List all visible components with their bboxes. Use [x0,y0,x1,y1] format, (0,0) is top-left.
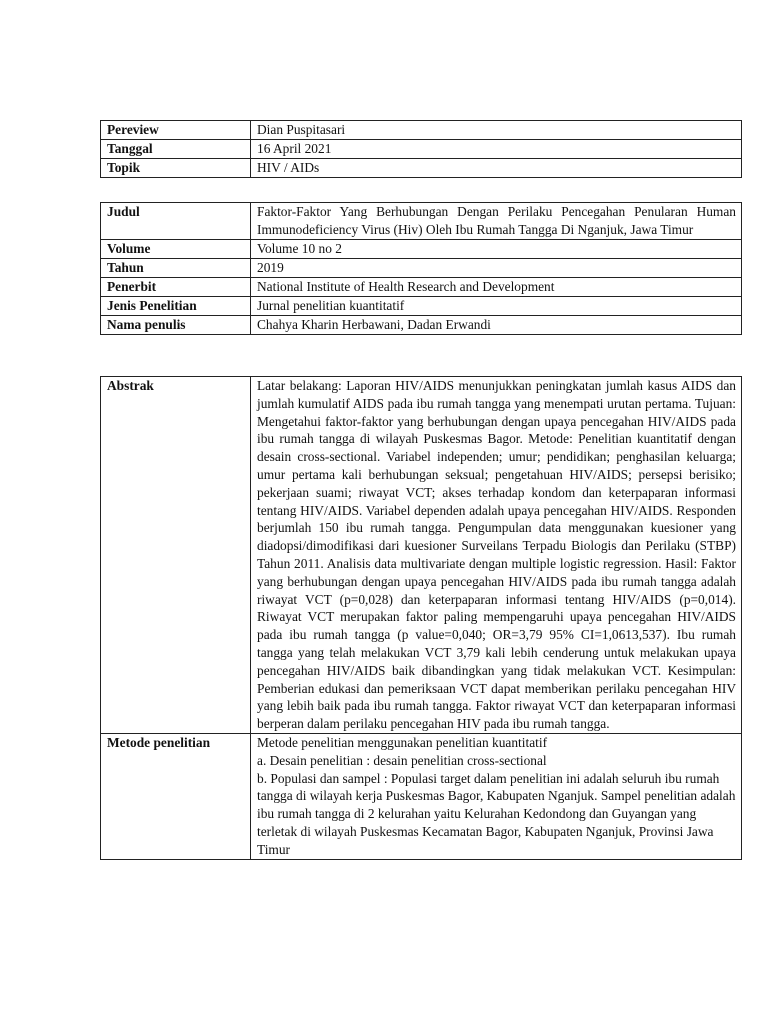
volume-value: Volume 10 no 2 [251,240,742,259]
jenis-penelitian-label: Jenis Penelitian [101,297,251,316]
publication-info-table [100,202,742,335]
volume-label: Volume [101,240,251,259]
metode-intro: Metode penelitian menggunakan penelitian kuantitatif [257,734,548,750]
table-row [101,159,742,178]
judul-label: Judul [101,203,251,240]
metode-label: Metode penelitian [101,733,251,859]
table-row [101,733,742,859]
table-row [101,278,742,297]
table-row [101,121,742,140]
metode-item-b: b. Populasi dan sampel : Populasi target dalam penelitian ini adalah seluruh ibu rumah tangga di wilayah kerja Puskesmas Bagor, Kabupaten Nganjuk. Sampel penelitian adalah ibu rumah tangga di 2 kelurahan yaitu Kelurahan Kedondong dan Guyangan yang terletak di wilayah Puskesmas Kecamatan Bagor, Kabupaten Nganjuk, Provinsi Jawa Timur [257,770,736,857]
abstrak-value: Latar belakang: Laporan HIV/AIDS menunjukkan peningkatan jumlah kasus AIDS dan jumlah kumulatif AIDS pada ibu rumah tangga yang menempati urutan pertama. Tujuan: Mengetahui faktor-faktor yang berhubungan dengan upaya pencegahan HIV/AIDS pada ibu rumah tangga di wilayah Puskesmas Bagor. Metode: Penelitian kuantitatif dengan desain cross-sectional. Variabel independen; umur; pendidikan; penghasilan keluarga; umur pertama kali berhubungan seksual; pengetahuan HIV/AIDS; persepsi berisiko; pekerjaan suami; riwayat VCT; akses terhadap kondom dan keterpaparan informasi tentang HIV/AIDS. Variabel dependen adalah upaya pencegahan HIV/AIDS. Responden berjumlah 150 ibu rumah tangga. Pengumpulan data menggunakan kuesioner yang diadopsi/dimodifikasi dari kuesioner Surveilans Terpadu Biologis dan Perilaku (STBP) Tahun 2011. Analisis data multivariate dengan multiple logistic regression. Hasil: Faktor yang berhubungan dengan upaya pencegahan HIV/AIDS pada ibu rumah tangga adalah riwayat VCT (p=0,028) dan keterpaparan informasi tentang HIV/AIDS (p=0,014). Riwayat VCT merupakan faktor paling mempengaruhi upaya pencegahan HIV/AIDS pada ibu rumah tangga (p value=0,040; OR=3,79 95% CI=1,0613,537). Ibu rumah tangga yang telah melakukan VCT 3,79 kali lebih cenderung untuk melakukan upaya pencegahan HIV/AIDS baik dibandingkan yang tidak melakukan VCT. Kesimpulan: Pemberian edukasi dan pemeriksaan VCT dapat memberikan perilaku pencegahan HIV yang lebih baik pada ibu rumah tangga. Faktor riwayat VCT dan keterpaparan informasi berperan dalam perilaku pencegahan HIV pada ibu rumah tangga. [251,377,742,734]
judul-value: Faktor-Faktor Yang Berhubungan Dengan Perilaku Pencegahan Penularan Human Immunodeficiency Virus (Hiv) Oleh Ibu Rumah Tangga Di Nganjuk, Jawa Timur [251,203,742,240]
topik-value: HIV / AIDs [251,159,742,178]
nama-penulis-value: Chahya Kharin Herbawani, Dadan Erwandi [251,316,742,335]
metode-value [251,733,742,859]
tahun-value: 2019 [251,259,742,278]
pereview-label: Pereview [101,121,251,140]
review-meta-table [100,120,742,178]
tahun-label: Tahun [101,259,251,278]
topik-label: Topik [101,159,251,178]
pereview-value: Dian Puspitasari [251,121,742,140]
metode-item-a: a. Desain penelitian : desain penelitian cross-sectional [257,752,547,768]
table-row [101,297,742,316]
table-row [101,203,742,240]
abstrak-label: Abstrak [101,377,251,734]
content-table [100,376,742,860]
table-row [101,377,742,734]
penerbit-label: Penerbit [101,278,251,297]
table-row [101,140,742,159]
tanggal-value: 16 April 2021 [251,140,742,159]
table-row [101,259,742,278]
tanggal-label: Tanggal [101,140,251,159]
table-row [101,240,742,259]
nama-penulis-label: Nama penulis [101,316,251,335]
table-row [101,316,742,335]
penerbit-value: National Institute of Health Research and Development [251,278,742,297]
jenis-penelitian-value: Jurnal penelitian kuantitatif [251,297,742,316]
